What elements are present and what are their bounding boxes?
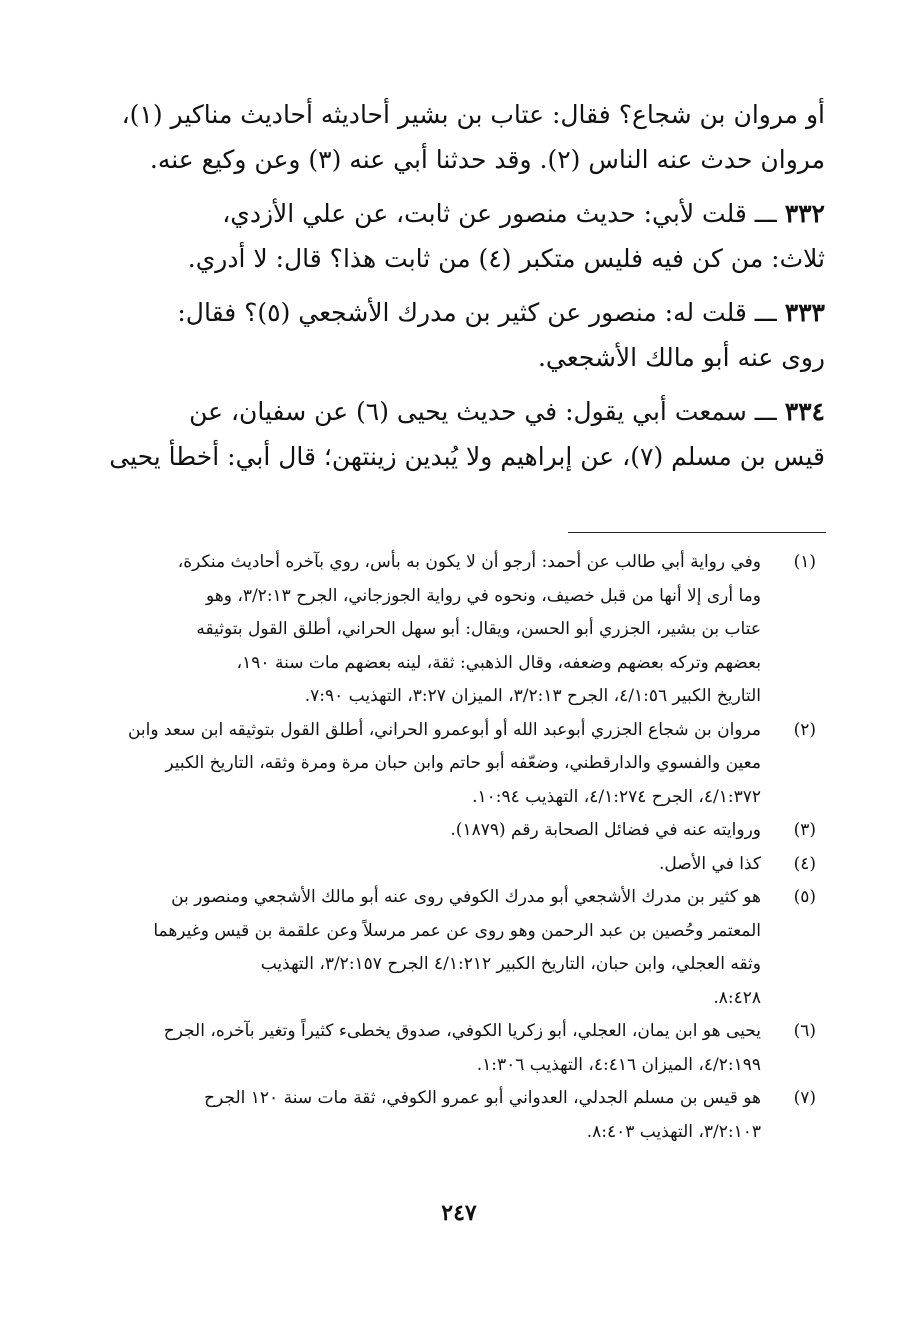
footnote-marker: (٦) bbox=[793, 1021, 816, 1041]
footnote-marker: (٢) bbox=[793, 719, 816, 740]
footnote-marker: (١) bbox=[793, 552, 816, 572]
footnote-line: ٨:٤٢٨. bbox=[713, 987, 761, 1008]
text-line bbox=[125, 389, 825, 434]
footnote-line: هو كثير بن مدرك الأشجعي أبو مدرك الكوفي روى عنه أبو مالك الأشجعي ومنصور بن bbox=[171, 887, 761, 907]
text-line-content: ـــ قلت له: منصور عن كثير بن مدرك الأشجعي (٥)؟ فقال: bbox=[177, 298, 777, 327]
text-line-content: ـــ قلت لأبي: حديث منصور عن ثابت، عن علي الأزدي، bbox=[222, 199, 777, 228]
text-line: ثلاث: من كن فيه فليس متكبر (٤) من ثابت هذا؟ قال: لا أدري. bbox=[187, 244, 825, 273]
footnote-line: وثقه العجلي، وابن حبان، التاريخ الكبير ٤/١:٢١٢ الجرح ٣/٢:١٥٧، التهذيب bbox=[260, 954, 761, 974]
footnote-line: يحيى هو ابن يمان، العجلي، أبو زكريا الكوفي، صدوق يخطىء كثيراً وتغير بآخره، الجرح bbox=[163, 1021, 761, 1041]
text-line: قيس بن مسلم (٧)، عن إبراهيم ولا يُبدين زينتهن؛ قال أبي: أخطأ يحيى bbox=[109, 442, 825, 471]
footnote-divider bbox=[568, 532, 826, 533]
footnote-marker: (٧) bbox=[793, 1088, 816, 1108]
footnote-line: كذا في الأصل. bbox=[659, 853, 761, 874]
footnote-line: ٣/٢:١٠٣، التهذيب ٨:٤٠٣. bbox=[586, 1121, 761, 1142]
paragraph-number: ٣٣٣ bbox=[784, 298, 825, 327]
footnote bbox=[128, 1082, 816, 1149]
text-line: أو مروان بن شجاع؟ فقال: عتاب بن بشير أحاديثه أحاديث مناكير (١)، bbox=[121, 100, 825, 129]
footnote-line: عتاب بن بشير، الجزري أبو الحسن، ويقال: أبو سهل الحراني، أطلق القول بتوثيقه bbox=[196, 619, 761, 639]
text-line: روى عنه أبو مالك الأشجعي. bbox=[537, 343, 825, 372]
footnote-line: ٤/٢:١٩٩، الميزان ٤:٤١٦، التهذيب ١:٣٠٦. bbox=[476, 1054, 761, 1075]
text-line bbox=[125, 191, 825, 236]
footnote bbox=[128, 714, 816, 815]
footnote-marker: (٥) bbox=[793, 887, 816, 907]
text-line bbox=[125, 290, 825, 335]
paragraph bbox=[125, 290, 825, 380]
footnote bbox=[128, 848, 816, 882]
footnote-line: وفي رواية أبي طالب عن أحمد: أرجو أن لا يكون به بأس، روي بآخره أحاديث منكرة، bbox=[177, 552, 761, 572]
paragraph bbox=[121, 92, 825, 182]
footnote-line: مروان بن شجاع الجزري أبوعبد الله أو أبوعمرو الحراني، أطلق القول بتوثيقه ابن سعد وابن bbox=[127, 719, 761, 740]
footnote-line: التاريخ الكبير ٤/١:٥٦، الجرح ٣/٢:١٣، الميزان ٣:٢٧، التهذيب ٧:٩٠. bbox=[304, 686, 761, 706]
footnote-line: بعضهم وتركه بعضهم وضعفه، وقال الذهبي: ثقة، لينه بعضهم مات سنة ١٩٠، bbox=[236, 652, 761, 673]
text-line: مروان حدث عنه الناس (٢). وقد حدثنا أبي عنه (٣) وعن وكيع عنه. bbox=[149, 145, 825, 174]
footnote bbox=[128, 546, 816, 714]
footnote-line: هو قيس بن مسلم الجدلي، العدواني أبو عمرو الكوفي، ثقة مات سنة ١٢٠ الجرح bbox=[204, 1088, 761, 1108]
paragraph bbox=[125, 191, 825, 281]
footnote-marker: (٤) bbox=[793, 853, 816, 874]
paragraph-number: ٣٣٢ bbox=[784, 199, 825, 228]
footnote-line: وروايته عنه في فضائل الصحابة رقم (١٨٧٩). bbox=[450, 820, 761, 840]
footnote-line: وما أرى إلا أنها من قبل خصيف، ونحوه في رواية الجوزجاني، الجرح ٣/٢:١٣، وهو bbox=[205, 585, 761, 606]
footnote-line: ٤/١:٣٧٢، الجرح ٤/١:٢٧٤، التهذيب ١٠:٩٤. bbox=[472, 786, 761, 807]
footnote-line: المعتمر وحُصين بن عبد الرحمن وهو روى عن عمر مرسلاً وعن علقمة بن قيس وغيرهما bbox=[153, 920, 761, 941]
paragraph bbox=[109, 389, 825, 479]
footnote-line: معين والفسوي والدارقطني، وضعّفه أبو حاتم وابن حبان مرة ومرة وثقه، التاريخ الكبير bbox=[165, 753, 761, 773]
page-number: ٢٤٧ bbox=[441, 1200, 477, 1226]
main-text bbox=[109, 92, 825, 488]
footnote bbox=[128, 814, 816, 848]
footnote-marker: (٣) bbox=[793, 820, 816, 840]
footnotes bbox=[128, 546, 816, 1149]
footnote bbox=[128, 881, 816, 1015]
footnote bbox=[128, 1015, 816, 1082]
paragraph-number: ٣٣٤ bbox=[784, 397, 825, 426]
text-line-content: ـــ سمعت أبي يقول: في حديث يحيى (٦) عن سفيان، عن bbox=[189, 397, 777, 426]
